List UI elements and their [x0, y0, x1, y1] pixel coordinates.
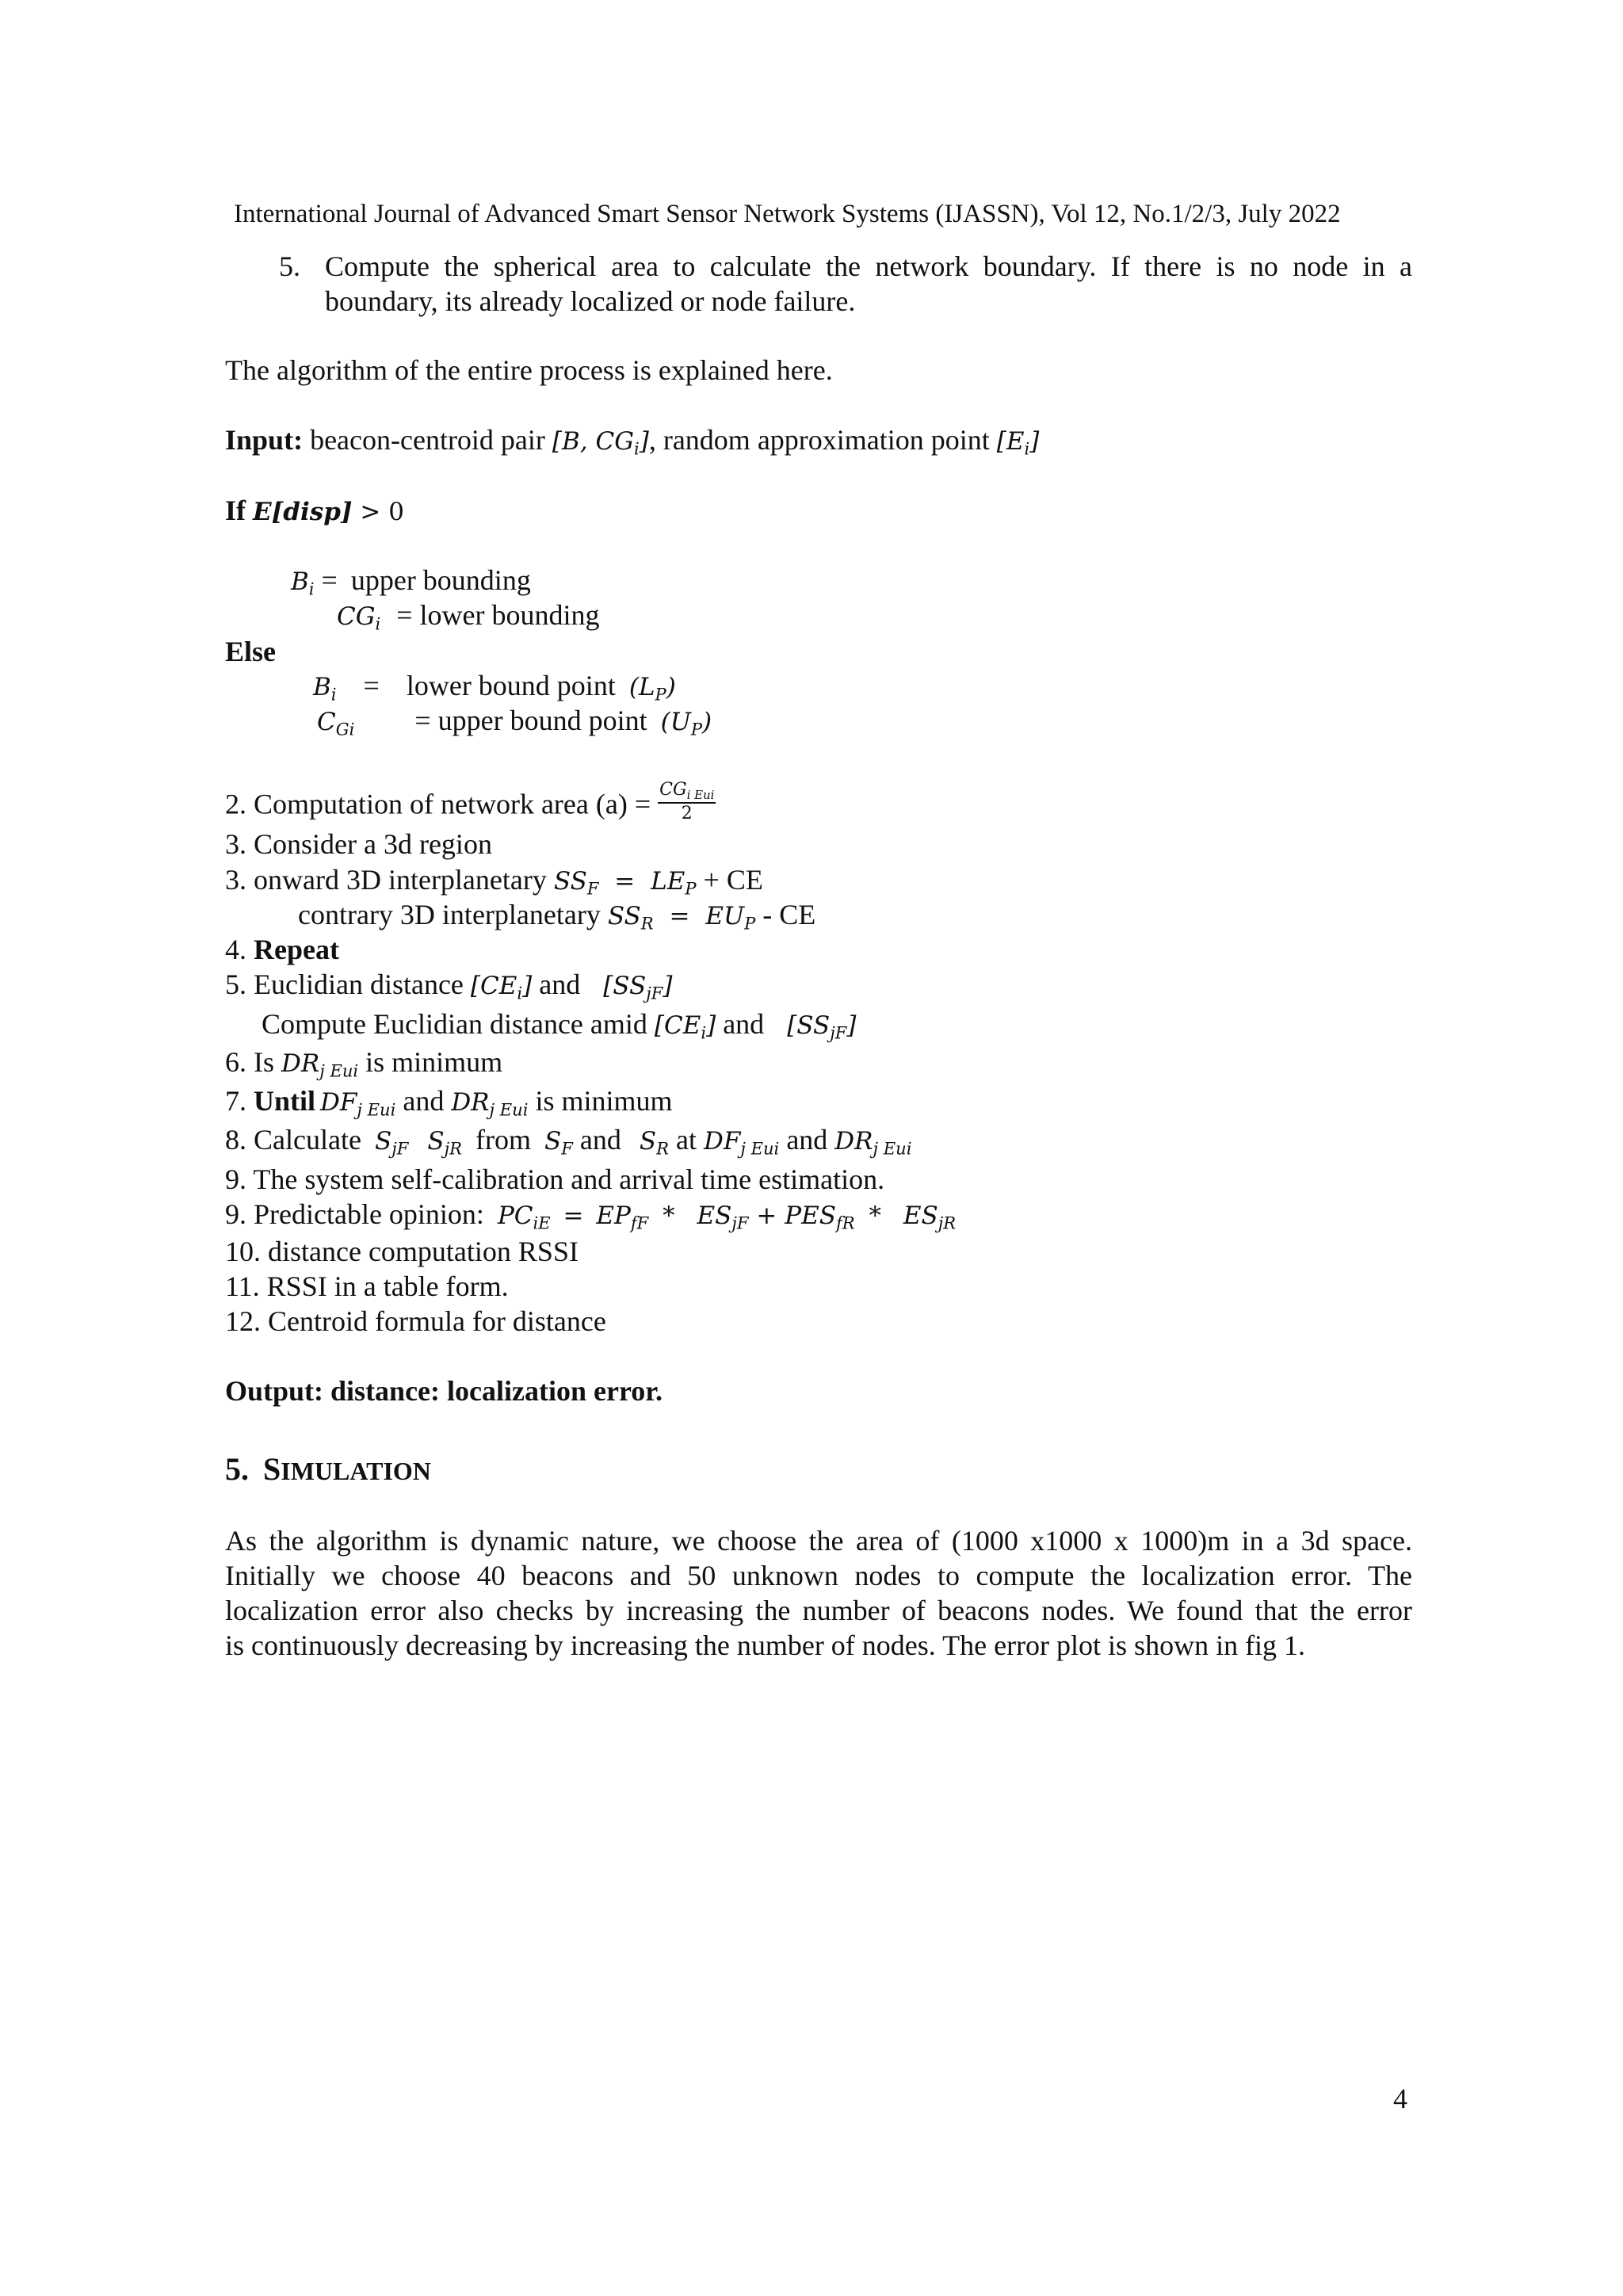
page-number: 4	[1393, 2083, 1407, 2115]
if-lower-bounding: $CG_i$ = lower bounding	[337, 599, 600, 634]
step-3-contrary: contrary 3D interplanetary $SS_R = EU_P$ - CE	[298, 899, 816, 934]
step-4-repeat: 4. Repeat	[225, 934, 339, 965]
step-8-calculate: 8. Calculate $S_{jF}$ $S_{jR}$ from $S_F$ and $S_R$ at $DF_{j Eui}$ and $DR_{j Eui}$	[225, 1124, 912, 1159]
step-3-region: 3. Consider a 3d region	[225, 828, 492, 860]
intro-item-number: 5.	[279, 250, 300, 282]
step-2-network-area: 2. Computation of network area (a) = $\frac{CG_{i Eui}}{2}$	[225, 780, 715, 823]
else-lower-bound: $B_i$ = lower bound point $(L_P)$	[313, 670, 676, 705]
input-label: Input:	[225, 424, 304, 456]
input-line: Input: beacon-centroid pair [B, $CG_i$], random approximation point $[E_i]$	[225, 424, 1040, 459]
body-line-3: localization error also checks by increasing the number of beacons nodes. We found that the error	[225, 1595, 1412, 1626]
area-fraction: $\frac{CG_{i Eui}}{2}$	[659, 780, 715, 823]
else-label: Else	[225, 636, 277, 667]
body-line-4: is continuously decreasing by increasing the number of nodes. The error plot is shown in fig 1.	[225, 1629, 1306, 1661]
step-9-predictable-opinion: 9. Predictable opinion: $PC_{iE} = EP_{fF} * ES_{jF} + PES_{fR} * ES_{jR}$	[225, 1198, 957, 1233]
output-line: Output: distance: localization error.	[225, 1375, 663, 1407]
step-11-rssi-table: 11. RSSI in a table form.	[225, 1270, 509, 1302]
step-5-compute-amid: Compute Euclidian distance amid $[CE_i]$ and $[SS_{jF}]$	[262, 1008, 857, 1043]
if-upper-bounding: $B_i$ = upper bounding	[291, 564, 531, 599]
step-12-centroid: 12. Centroid formula for distance	[225, 1305, 606, 1337]
step-7-until: 7. Until $DF_{j Eui}$ and $DR_{j Eui}$ is minimum	[225, 1085, 673, 1120]
intro-item-line1: Compute the spherical area to calculate the network boundary. If there is no node in a	[325, 250, 1412, 282]
body-line-1: As the algorithm is dynamic nature, we choose the area of (1000 x1000 x 1000)m in a 3d space.	[225, 1525, 1412, 1557]
running-header: International Journal of Advanced Smart Sensor Network Systems (IJASSN), Vol 12, No.1/2/3, July 2022	[234, 200, 1341, 228]
step-10-rssi: 10. distance computation RSSI	[225, 1236, 579, 1267]
step-6-minimum: 6. Is $DR_{j Eui}$ is minimum	[225, 1046, 503, 1081]
if-line: If E[disp] > 0	[225, 495, 404, 526]
algorithm-intro: The algorithm of the entire process is explained here.	[225, 354, 833, 386]
intro-item-line2: boundary, its already localized or node failure.	[325, 285, 856, 317]
body-line-2: Initially we choose 40 beacons and 50 unknown nodes to compute the localization error. The	[225, 1560, 1412, 1591]
step-3-onward: 3. onward 3D interplanetary $SS_F = LE_P$ + CE	[225, 864, 763, 899]
step-9-calibration: 9. The system self-calibration and arrival time estimation.	[225, 1163, 885, 1195]
step-5-euclidian: 5. Euclidian distance $[CE_i]$ and $[SS_{jF}]$	[225, 968, 673, 1003]
else-upper-bound: $C_{Gi}$ = upper bound point $(U_P)$	[317, 705, 712, 739]
section-heading: 5. SIMULATION	[225, 1451, 431, 1487]
